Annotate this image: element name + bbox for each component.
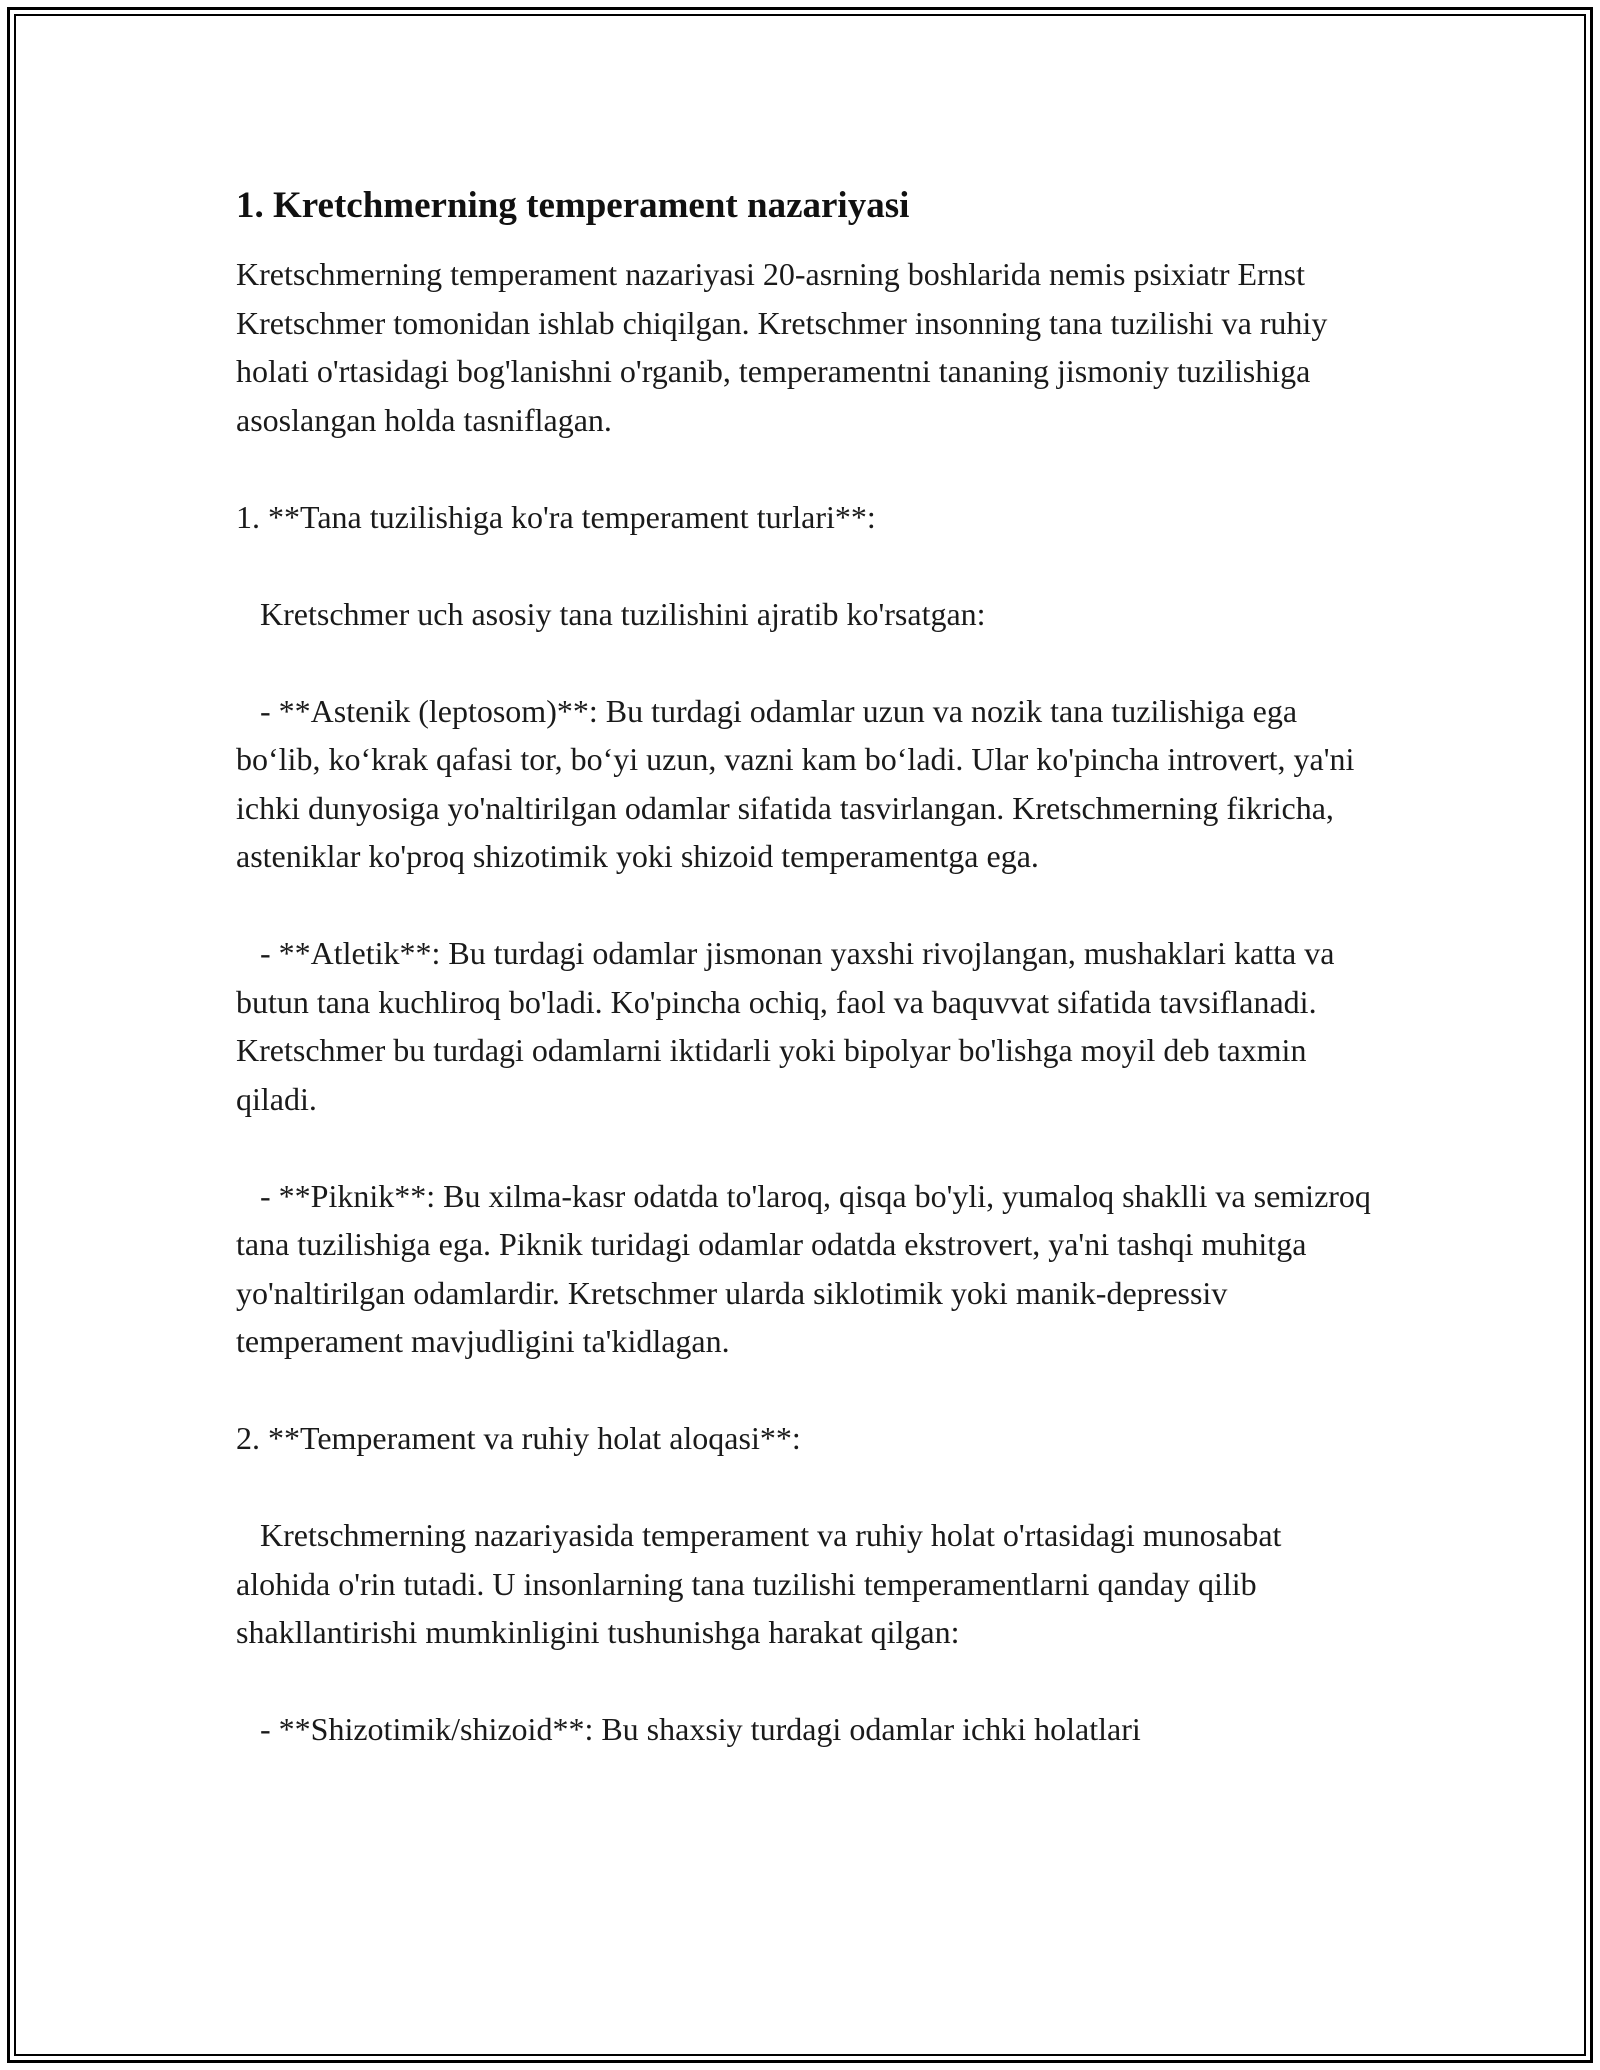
bullet-atletik: - **Atletik**: Bu turdagi odamlar jismonan yaxshi rivojlangan, mushaklari katta va butun tana kuchliroq bo'ladi. Ko'pincha ochiq, faol va baquvvat sifatida tavsiflanadi. Kretschmer bu turdagi odamlarni iktidarli yoki bipolyar bo'lishga moyil deb taxmin qiladi. bbox=[236, 935, 1343, 1117]
list-item-heading-body-types: 1. **Tana tuzilishiga ko'ra temperament turlari**: bbox=[236, 498, 876, 535]
section-heading: 1. Kretchmerning temperament nazariyasi bbox=[236, 185, 910, 226]
intro-paragraph: Kretschmerning temperament nazariyasi 20-asrning boshlarida nemis psixiatr Ernst Kretschmer tomonidan ishlab chiqilgan. Kretschmer insonning tana tuzilishi va ruhiy holati o'rtasidagi bog'lanishni o'rganib, temperamentni tananing jismoniy tuzilishiga asoslangan holda tasniflagan. bbox=[236, 256, 1336, 438]
bullet-astenik: - **Astenik (leptosom)**: Bu turdagi odamlar uzun va nozik tana tuzilishiga ega boʻlib, koʻkrak qafasi tor, boʻyi uzun, vazni kam boʻladi. Ular ko'pincha introvert, ya'ni ichki dunyosiga yo'naltirilgan odamlar sifatida tasvirlangan. Kretschmerning fikricha, asteniklar ko'proq shizotimik yoki shizoid temperamentga ega. bbox=[236, 692, 1363, 875]
temperament-relation-paragraph: Kretschmerning nazariyasida temperament va ruhiy holat o'rtasidagi munosabat alohida o'rin tutadi. U insonlarning tana tuzilishi temperamentlarni qanday qilib shakllantirishi mumkinligini tushunishga harakat qilgan: bbox=[236, 1517, 1290, 1651]
document-body bbox=[236, 184, 1379, 1754]
bullet-piknik: - **Piknik**: Bu xilma-kasr odatda to'laroq, qisqa bo'yli, yumaloq shaklli va semizroq tana tuzilishiga ega. Piknik turidagi odamlar odatda ekstrovert, ya'ni tashqi muhitga yo'naltirilgan odamlardir. Kretschmer ularda siklotimik yoki manik-depressiv temperament mavjudligini ta'kidlagan. bbox=[236, 1177, 1379, 1360]
bullet-shizotimik: - **Shizotimik/shizoid**: Bu shaxsiy turdagi odamlar ichki holatlari bbox=[236, 1711, 1141, 1748]
list-item-heading-temperament-relation: 2. **Temperament va ruhiy holat aloqasi**: bbox=[236, 1420, 801, 1457]
body-types-intro: Kretschmer uch asosiy tana tuzilishini ajratib ko'rsatgan: bbox=[236, 595, 986, 632]
